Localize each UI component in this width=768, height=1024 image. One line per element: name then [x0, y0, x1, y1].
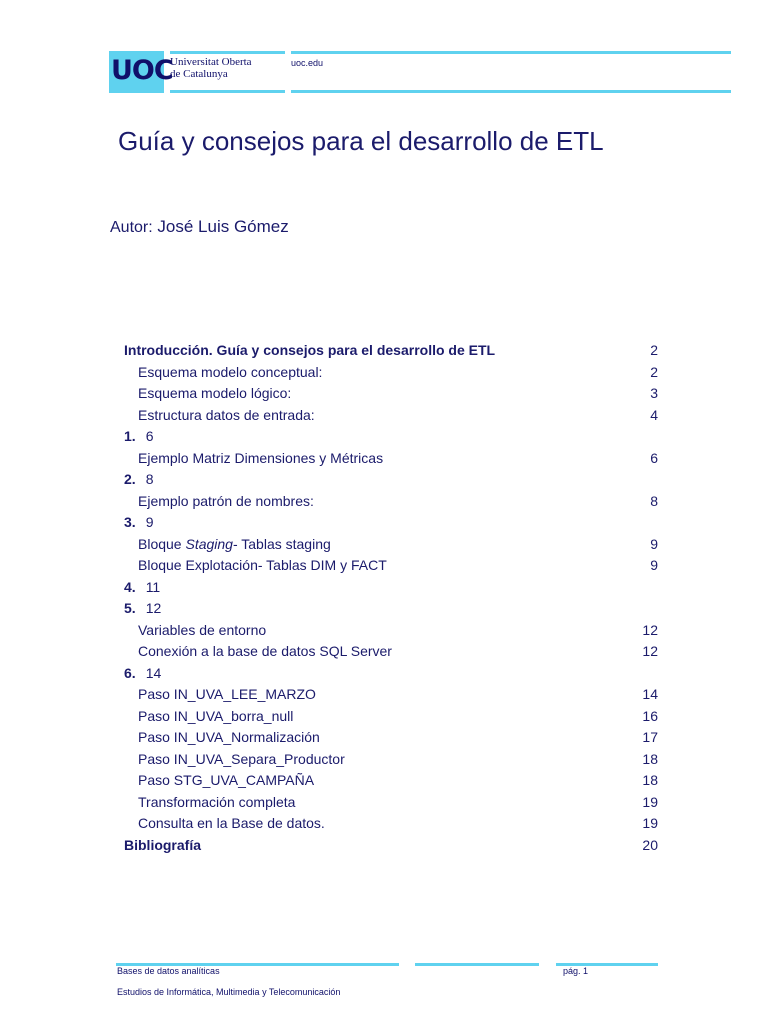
toc-entry-title	[124, 598, 161, 620]
toc-entry[interactable]	[124, 469, 658, 491]
toc-entry[interactable]	[124, 749, 658, 771]
toc-entry[interactable]	[124, 362, 658, 384]
author-name: José Luis Gómez	[157, 217, 289, 236]
toc-entry-page: 12	[642, 643, 658, 659]
toc-entry[interactable]	[124, 663, 658, 685]
toc-entry[interactable]	[124, 792, 658, 814]
toc-entry-page: 19	[642, 815, 658, 831]
toc-entry-value: 9	[145, 514, 154, 530]
toc-entry-title: Esquema modelo conceptual:	[138, 363, 323, 380]
toc-entry[interactable]	[124, 813, 658, 835]
toc-entry-page: 9	[650, 535, 658, 552]
toc-entry-page: 19	[642, 793, 658, 810]
toc-entry-value: 14	[145, 664, 162, 681]
toc-entry-title	[124, 469, 153, 491]
toc-entry-title: Bibliografía	[124, 836, 202, 853]
toc-entry-title: Paso IN_UVA_LEE_MARZO	[138, 686, 316, 702]
toc-entry[interactable]	[124, 684, 658, 706]
toc-entry[interactable]	[124, 577, 658, 599]
toc-entry-number: 4.	[124, 578, 136, 595]
toc-entry-title: Introducción. Guía y consejos para el desarrollo de ETL	[124, 342, 496, 358]
footer-studies: Estudios de Informática, Multimedia y Telecomunicación	[117, 987, 341, 997]
toc-entry-title	[124, 426, 153, 448]
toc-entry-title: Paso STG_UVA_CAMPAÑA	[138, 772, 315, 788]
toc-entry[interactable]	[124, 426, 658, 448]
toc-entry-title: Paso IN_UVA_Separa_Productor	[138, 750, 345, 767]
toc-entry-page: 2	[650, 363, 658, 380]
toc-entry-text: Bloque	[138, 535, 186, 552]
toc-entry[interactable]	[124, 448, 658, 470]
toc-entry[interactable]	[124, 512, 658, 534]
toc-entry-page: 17	[642, 729, 658, 745]
toc-entry-page: 2	[650, 342, 658, 358]
toc-entry-number: 5.	[124, 600, 136, 616]
toc-entry-title: Variables de entorno	[138, 621, 267, 638]
toc-entry-page: 8	[650, 492, 658, 509]
author-line	[110, 217, 289, 237]
toc-entry-number: 3.	[124, 514, 136, 530]
toc-entry-number: 2.	[124, 471, 136, 487]
university-name-line2: de Catalunya	[170, 68, 228, 80]
toc-entry-value: 11	[145, 578, 161, 595]
toc-entry[interactable]	[124, 727, 658, 749]
toc-entry-title	[124, 512, 153, 534]
toc-entry-page: 3	[650, 385, 658, 401]
toc-entry-title: Estructura datos de entrada:	[138, 406, 315, 423]
author-label: Autor:	[110, 219, 153, 236]
university-url: uoc.edu	[291, 58, 324, 68]
toc-entry-title: Paso IN_UVA_borra_null	[138, 707, 294, 724]
toc-entry-title	[124, 663, 161, 685]
toc-entry-value: 12	[145, 600, 162, 616]
toc-entry-text: - Tablas staging	[232, 535, 331, 552]
header-rule	[291, 90, 731, 93]
toc-entry[interactable]	[124, 405, 658, 427]
toc-entry[interactable]	[124, 383, 658, 405]
toc-entry-value: 6	[145, 428, 154, 444]
toc-entry-emphasis: Staging	[185, 535, 233, 552]
toc-entry-page: 4	[650, 406, 658, 423]
toc-entry-title: Paso IN_UVA_Normalización	[138, 729, 320, 745]
toc-entry[interactable]	[124, 835, 658, 857]
toc-entry-title: Transformación completa	[138, 793, 296, 810]
toc-entry-value: 8	[145, 471, 154, 487]
header-rule	[170, 90, 285, 93]
toc-entry-title: Conexión a la base de datos SQL Server	[138, 643, 392, 659]
toc-entry-title: Ejemplo patrón de nombres:	[138, 492, 314, 509]
toc-entry[interactable]	[124, 340, 658, 362]
header-rule	[170, 51, 285, 54]
header-rule	[291, 51, 731, 54]
toc-entry-page: 14	[642, 686, 658, 702]
toc-entry-number: 6.	[124, 664, 136, 681]
university-name-line1: Universitat Oberta	[170, 56, 252, 68]
logo-text: UOC	[111, 55, 173, 86]
toc-entry-page: 16	[642, 707, 658, 724]
toc-entry-page: 18	[642, 772, 658, 788]
university-name	[170, 56, 252, 80]
toc-entry[interactable]	[124, 555, 658, 577]
toc-entry-page: 12	[642, 621, 658, 638]
toc-entry-title	[138, 534, 331, 556]
toc-entry[interactable]	[124, 641, 658, 663]
toc-entry[interactable]	[124, 491, 658, 513]
toc-entry-title	[124, 577, 160, 599]
footer-rule	[415, 963, 539, 966]
toc-entry-page: 6	[650, 449, 658, 466]
toc-entry-page: 18	[642, 750, 658, 767]
footer-course: Bases de datos analíticas	[117, 966, 220, 976]
footer-page-number: pág. 1	[563, 966, 589, 976]
toc-entry[interactable]	[124, 770, 658, 792]
toc-entry-title: Bloque Explotación- Tablas DIM y FACT	[138, 557, 387, 573]
toc-entry[interactable]	[124, 598, 658, 620]
toc-entry[interactable]	[124, 620, 658, 642]
toc-entry-title: Esquema modelo lógico:	[138, 385, 292, 401]
table-of-contents	[124, 340, 658, 856]
toc-entry[interactable]	[124, 706, 658, 728]
toc-entry-number: 1.	[124, 428, 136, 444]
toc-entry-title: Consulta en la Base de datos.	[138, 815, 325, 831]
toc-entry-title: Ejemplo Matriz Dimensiones y Métricas	[138, 449, 384, 466]
toc-entry[interactable]	[124, 534, 658, 556]
toc-entry-page: 9	[650, 557, 658, 573]
uoc-logo	[109, 51, 173, 93]
document-title: Guía y consejos para el desarrollo de ETL	[118, 126, 604, 156]
toc-entry-page: 20	[642, 836, 658, 853]
